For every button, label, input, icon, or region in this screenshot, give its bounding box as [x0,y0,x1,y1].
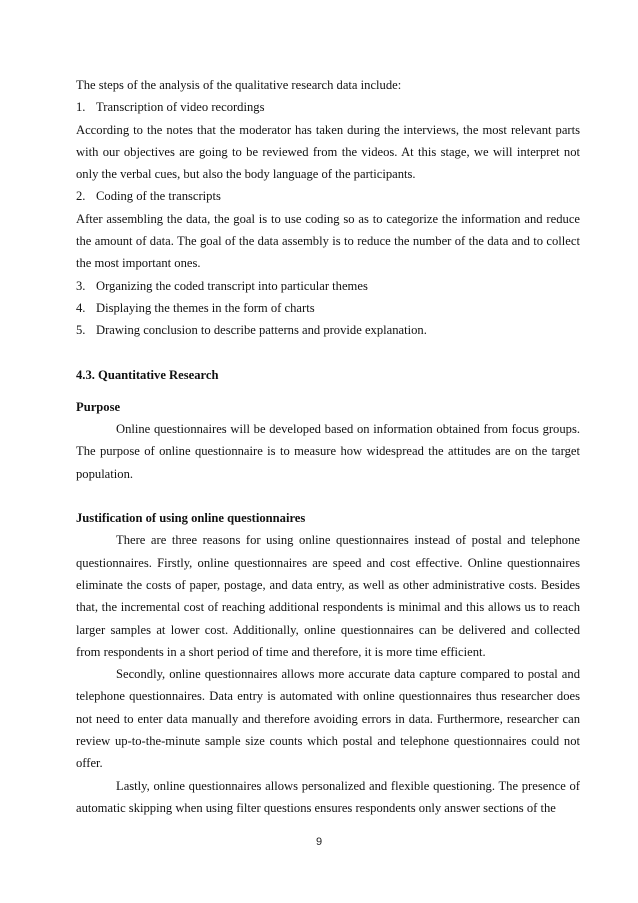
step-number: 5. [76,323,86,338]
purpose-paragraph: Online questionnaires will be developed based on information obtained from focus groups. The purpose of online questionnaire is to measure how widespread the attitudes are on the target population. [76,422,580,481]
step-item-3 [76,275,580,297]
intro-text: The steps of the analysis of the qualitative research data include: [76,78,402,92]
step-label: Drawing conclusion to describe patterns and provide explanation. [96,323,427,338]
step-number: 2. [76,189,86,204]
justification-paragraph-3: Lastly, online questionnaires allows personalized and flexible questioning. The presence of automatic skipping when using filter questions ensures respondents only answer sections of the [76,778,580,815]
step-number: 1. [76,100,86,115]
step-description-1: According to the notes that the moderator has taken during the interviews, the most relevant parts with our objectives are going to be reviewed from the videos. At this stage, we will interpret not only the verbal cues, but also the body language of the participants. [76,122,580,182]
page-content [76,74,580,819]
step-label: Displaying the themes in the form of charts [96,300,315,315]
step-label: Transcription of video recordings [96,100,265,115]
step-label: Coding of the transcripts [96,189,221,204]
step-item-5 [76,319,580,341]
step-number: 4. [76,300,86,315]
section-title: 4.3. Quantitative Research [76,367,219,382]
justification-heading: Justification of using online questionnaires [76,511,306,526]
step-label: Organizing the coded transcript into particular themes [96,278,368,293]
justification-paragraph-1: There are three reasons for using online questionnaires instead of postal and telephone questionnaires. Firstly, online questionnaires are speed and cost effective. Online questionnaires eliminate the costs of paper, postage, and data entry, as well as other administrative costs. Besides that, the incremental cost of reaching additional respondents is minimal and this allows us to reach larger samples at lower cost. Additionally, online questionnaires can be delivered and collected from respondents in a short period of time and therefore, it is more time efficient. [76,533,580,659]
justification-paragraph-2: Secondly, online questionnaires allows more accurate data capture compared to postal and telephone questionnaires. Data entry is automated with online questionnaires thus researcher does not need to enter data manually and therefore avoiding errors in data. Furthermore, researcher can review up-to-the-minute sample size counts which postal and telephone questionnaires could not offer. [76,667,580,771]
step-item-4 [76,297,580,319]
step-item-1 [76,96,580,118]
step-number: 3. [76,278,86,293]
purpose-heading: Purpose [76,399,121,414]
page-number: 9 [315,836,323,848]
step-description-2: After assembling the data, the goal is to use coding so as to categorize the information and reduce the amount of data. The goal of the data assembly is to reduce the number of the data and to collect the most important ones. [76,211,580,271]
step-item-2 [76,185,580,207]
